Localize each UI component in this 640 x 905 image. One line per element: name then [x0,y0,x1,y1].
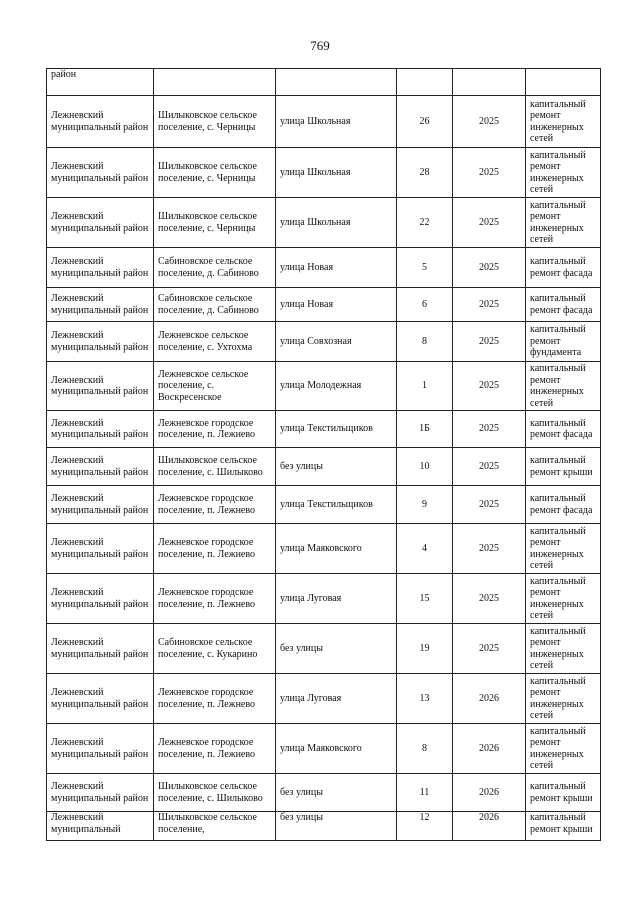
year-cell: 2025 [453,411,526,448]
table-row [47,362,601,411]
settlement-cell: Лежневское сельское поселение, с. Воскресенское [154,362,276,411]
work-cell: капитальный ремонт фасада [526,248,601,288]
settlement-cell: Сабиновское сельское поселение, д. Сабиново [154,288,276,322]
housing-repair-table [46,68,601,841]
table-row [47,288,601,322]
table-row [47,524,601,574]
work-cell: капитальный ремонт крыши [526,774,601,812]
year-cell: 2025 [453,448,526,486]
house-cell: 26 [397,96,453,148]
house-cell: 9 [397,486,453,524]
house-cell: 8 [397,724,453,774]
table-row [47,724,601,774]
street-cell: улица Маяковского [276,524,397,574]
street-cell: улица Молодежная [276,362,397,411]
house-cell: 13 [397,674,453,724]
year-cell: 2025 [453,96,526,148]
year-cell: 2026 [453,674,526,724]
work-cell: капитальный ремонт инженерных сетей [526,198,601,248]
house-cell: 6 [397,288,453,322]
district-cell: Лежневский муниципальный район [47,362,154,411]
settlement-cell: Шилыковское сельское поселение, с. Черницы [154,198,276,248]
year-cell: 2026 [453,724,526,774]
year-cell: 2026 [453,774,526,812]
house-cell: 4 [397,524,453,574]
table-row [47,624,601,674]
house-cell: 5 [397,248,453,288]
table-row [47,812,601,841]
district-cell: Лежневский муниципальный район [47,624,154,674]
street-cell: улица Текстильщиков [276,411,397,448]
table-row [47,148,601,198]
house-cell: 15 [397,574,453,624]
settlement-cell: Шилыковское сельское поселение, [154,812,276,841]
table-row [47,198,601,248]
table-row [47,248,601,288]
year-cell: 2025 [453,288,526,322]
street-cell: улица Луговая [276,674,397,724]
work-cell: капитальный ремонт инженерных сетей [526,574,601,624]
street-cell: без улицы [276,624,397,674]
year-cell: 2026 [453,812,526,841]
year-cell: 2025 [453,574,526,624]
settlement-cell: Шилыковское сельское поселение, с. Шилыково [154,774,276,812]
house-cell: 12 [397,812,453,841]
page-number: 769 [310,38,330,53]
house-cell: 22 [397,198,453,248]
work-cell: капитальный ремонт инженерных сетей [526,724,601,774]
table-row [47,674,601,724]
district-cell: Лежневский муниципальный район [47,774,154,812]
table-row-continued [47,69,601,96]
work-cell: капитальный ремонт крыши [526,448,601,486]
settlement-cell: Лежневское городское поселение, п. Лежнево [154,486,276,524]
year-cell: 2025 [453,148,526,198]
street-cell: улица Новая [276,288,397,322]
district-cell: Лежневский муниципальный район [47,288,154,322]
house-cell [397,69,453,96]
year-cell [453,69,526,96]
district-cell: Лежневский муниципальный район [47,411,154,448]
district-cell: Лежневский муниципальный [47,812,154,841]
settlement-cell [154,69,276,96]
work-cell: капитальный ремонт фундамента [526,322,601,362]
district-cell: Лежневский муниципальный район [47,198,154,248]
work-cell: капитальный ремонт инженерных сетей [526,524,601,574]
house-cell: 1Б [397,411,453,448]
district-cell: Лежневский муниципальный район [47,148,154,198]
table-row [47,96,601,148]
year-cell: 2025 [453,248,526,288]
house-cell: 10 [397,448,453,486]
work-cell: капитальный ремонт крыши [526,812,601,841]
settlement-cell: Шилыковское сельское поселение, с. Черницы [154,148,276,198]
table-row [47,411,601,448]
work-cell: капитальный ремонт фасада [526,411,601,448]
house-cell: 28 [397,148,453,198]
street-cell: без улицы [276,448,397,486]
work-cell [526,69,601,96]
street-cell: улица Школьная [276,198,397,248]
settlement-cell: Шилыковское сельское поселение, с. Шилыково [154,448,276,486]
street-cell: улица Совхозная [276,322,397,362]
district-cell: Лежневский муниципальный район [47,674,154,724]
table-row [47,774,601,812]
work-cell: капитальный ремонт инженерных сетей [526,148,601,198]
street-cell [276,69,397,96]
work-cell: капитальный ремонт инженерных сетей [526,674,601,724]
district-cell: район [47,69,154,96]
work-cell: капитальный ремонт фасада [526,486,601,524]
district-cell: Лежневский муниципальный район [47,724,154,774]
table-row [47,448,601,486]
house-cell: 11 [397,774,453,812]
settlement-cell: Лежневское городское поселение, п. Лежнево [154,674,276,724]
table-row [47,322,601,362]
work-cell: капитальный ремонт инженерных сетей [526,362,601,411]
street-cell: улица Новая [276,248,397,288]
year-cell: 2025 [453,524,526,574]
street-cell: улица Школьная [276,148,397,198]
house-cell: 8 [397,322,453,362]
street-cell: без улицы [276,774,397,812]
street-cell: улица Луговая [276,574,397,624]
district-cell: Лежневский муниципальный район [47,524,154,574]
house-cell: 19 [397,624,453,674]
settlement-cell: Лежневское городское поселение, п. Лежнево [154,574,276,624]
settlement-cell: Лежневское городское поселение, п. Лежнево [154,724,276,774]
settlement-cell: Лежневское сельское поселение, с. Ухтохма [154,322,276,362]
table-row [47,486,601,524]
street-cell: улица Маяковского [276,724,397,774]
street-cell: без улицы [276,812,397,841]
year-cell: 2025 [453,624,526,674]
settlement-cell: Лежневское городское поселение, п. Лежнево [154,524,276,574]
work-cell: капитальный ремонт инженерных сетей [526,624,601,674]
district-cell: Лежневский муниципальный район [47,96,154,148]
work-cell: капитальный ремонт инженерных сетей [526,96,601,148]
settlement-cell: Шилыковское сельское поселение, с. Черницы [154,96,276,148]
district-cell: Лежневский муниципальный район [47,486,154,524]
district-cell: Лежневский муниципальный район [47,574,154,624]
table-row [47,574,601,624]
district-cell: Лежневский муниципальный район [47,322,154,362]
street-cell: улица Текстильщиков [276,486,397,524]
settlement-cell: Лежневское городское поселение, п. Лежнево [154,411,276,448]
settlement-cell: Сабиновское сельское поселение, д. Сабиново [154,248,276,288]
district-cell: Лежневский муниципальный район [47,248,154,288]
year-cell: 2025 [453,198,526,248]
street-cell: улица Школьная [276,96,397,148]
year-cell: 2025 [453,362,526,411]
settlement-cell: Сабиновское сельское поселение, с. Кукарино [154,624,276,674]
year-cell: 2025 [453,486,526,524]
house-cell: 1 [397,362,453,411]
district-cell: Лежневский муниципальный район [47,448,154,486]
year-cell: 2025 [453,322,526,362]
work-cell: капитальный ремонт фасада [526,288,601,322]
